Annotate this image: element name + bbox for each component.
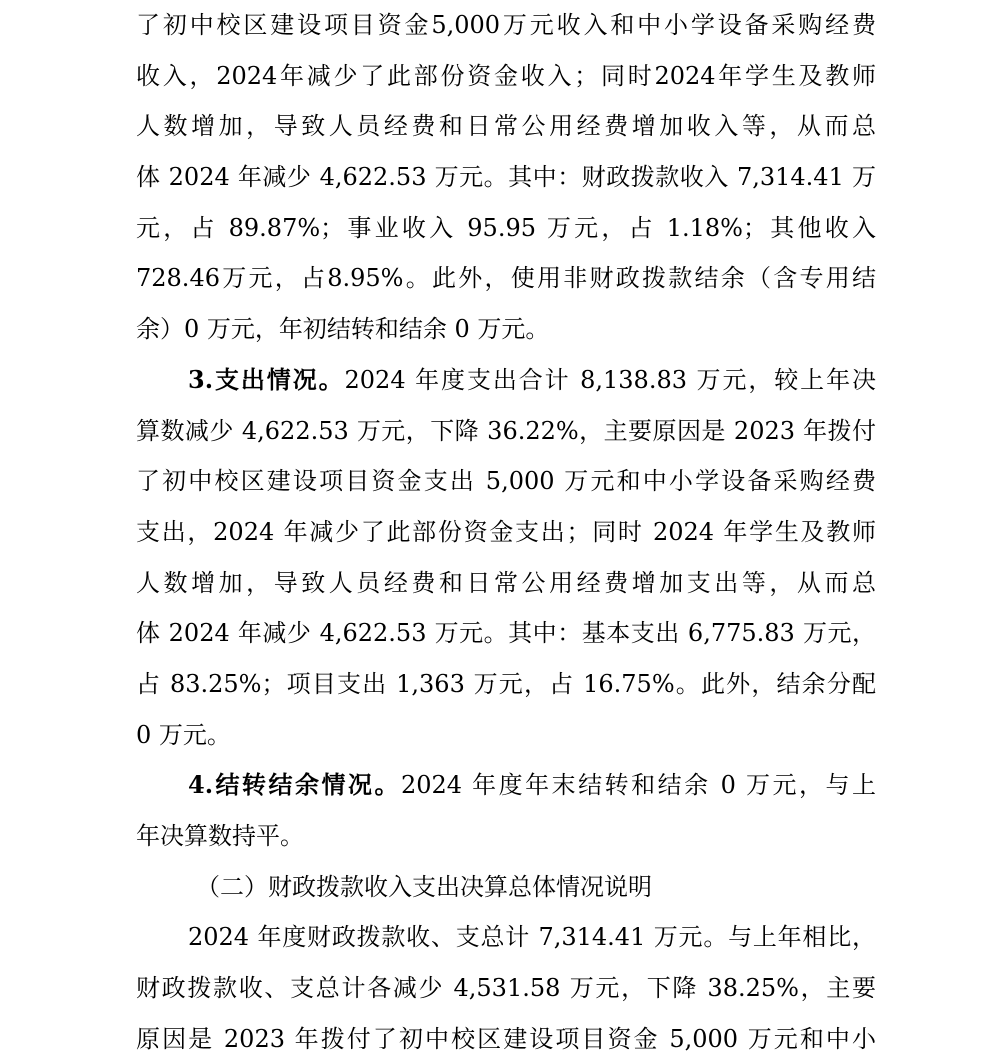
paragraph-line: 年决算数持平。 bbox=[136, 822, 304, 850]
expenditure-heading: 3.支出情况。 bbox=[188, 364, 345, 394]
paragraph-line: 人数增加，导致人员经费和日常公用经费增加支出等，从而总 bbox=[136, 568, 876, 597]
paragraph-line: 财政拨款收、支总计各减少 4,531.58 万元，下降 38.25%，主要 bbox=[136, 974, 876, 1003]
paragraph-line: 占 83.25%；项目支出 1,363 万元，占 16.75%。此外，结余分配 bbox=[136, 669, 876, 698]
carryover-heading: 4.结转结余情况。 bbox=[188, 770, 401, 800]
paragraph-line: 0 万元。 bbox=[136, 720, 231, 749]
paragraph-line: 元，占 89.87%；事业收入 95.95 万元，占 1.18%；其他收入 bbox=[136, 213, 876, 242]
paragraph-line: 2024 年度财政拨款收、支总计 7,314.41 万元。与上年相比， bbox=[188, 923, 876, 952]
paragraph-line: 人数增加，导致人员经费和日常公用经费增加收入等，从而总 bbox=[136, 112, 876, 141]
paragraph-line: 了初中校区建设项目资金支出 5,000 万元和中小学设备采购经费 bbox=[136, 467, 876, 496]
paragraph-text: 2024 年度支出合计 8,138.83 万元，较上年决 bbox=[344, 365, 876, 394]
paragraph-line: 余）0 万元，年初结转和结余 0 万元。 bbox=[136, 315, 550, 344]
expenditure-heading-line bbox=[136, 355, 876, 406]
paragraph-line: 728.46万元，占8.95%。此外，使用非财政拨款结余（含专用结 bbox=[136, 264, 876, 293]
document-page bbox=[136, 0, 876, 1064]
paragraph-line: 体 2024 年减少 4,622.53 万元。其中：财政拨款收入 7,314.41 万 bbox=[136, 163, 876, 192]
section-heading: （二）财政拨款收入支出决算总体情况说明 bbox=[196, 872, 652, 901]
paragraph-line: 支出，2024 年减少了此部份资金支出；同时 2024 年学生及教师 bbox=[136, 517, 876, 546]
paragraph-text: 2024 年度年末结转和结余 0 万元，与上 bbox=[400, 771, 876, 800]
paragraph-line: 体 2024 年减少 4,622.53 万元。其中：基本支出 6,775.83 万元， bbox=[136, 619, 876, 648]
paragraph-line: 了初中校区建设项目资金5,000万元收入和中小学设备采购经费 bbox=[136, 11, 876, 39]
paragraph-line: 原因是 2023 年拨付了初中校区建设项目资金 5,000 万元和中小 bbox=[136, 1024, 876, 1053]
carryover-heading-line bbox=[136, 760, 876, 811]
paragraph-line: 收入，2024年减少了此部份资金收入；同时2024年学生及教师 bbox=[136, 61, 876, 90]
paragraph-line: 算数减少 4,622.53 万元，下降 36.22%，主要原因是 2023 年拨付 bbox=[136, 416, 876, 445]
